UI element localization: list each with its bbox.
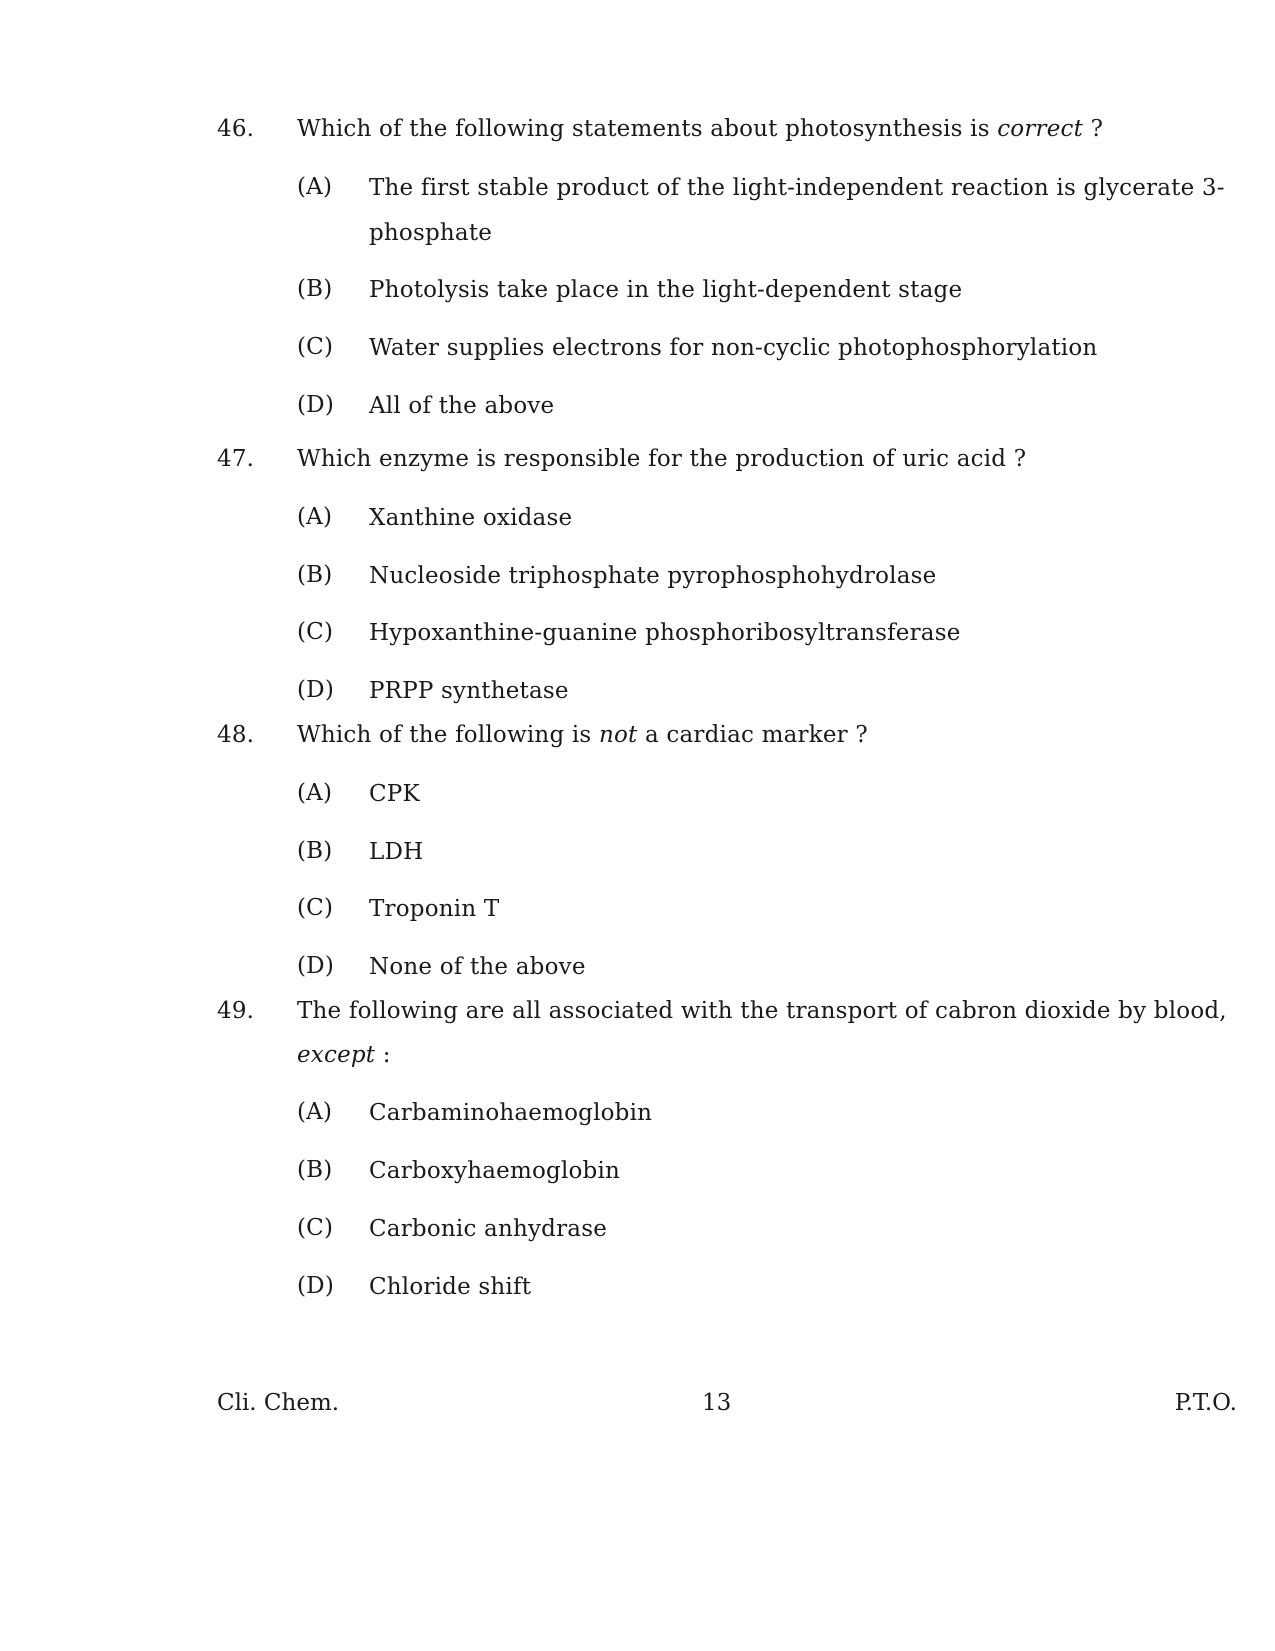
options-list: [297, 166, 1237, 429]
page-number: 13: [702, 1390, 732, 1416]
question-48: [217, 714, 1237, 1003]
option-b: (B) Carboxyhaemoglobin: [297, 1157, 621, 1185]
option-c: (C) Water supplies electrons for non-cyclic photophosphorylation: [297, 334, 1098, 362]
question-stem: Which of the following statements about photosynthesis is correct ?: [297, 116, 1104, 142]
option-b: (B) LDH: [297, 837, 424, 865]
question-number: 49.: [217, 998, 255, 1024]
option-a: (A) The first stable product of the light-independent reaction is glycerate 3-phosphate: [297, 173, 1225, 246]
question-number: 46.: [217, 116, 255, 142]
option-a: (A) Carbaminohaemoglobin: [297, 1099, 653, 1127]
option-c: (C) Carbonic anhydrase: [297, 1215, 608, 1243]
option-a: (A) CPK: [297, 779, 420, 807]
option-d: (D) None of the above: [297, 953, 586, 981]
options-list: [297, 772, 1237, 990]
question-46: [217, 108, 1237, 442]
options-list: [297, 496, 1237, 714]
subject-code: Cli. Chem.: [217, 1390, 340, 1416]
question-49: [217, 990, 1237, 1323]
question-stem: The following are all associated with the transport of cabron dioxide by blood, except :: [297, 998, 1227, 1068]
option-d: (D) All of the above: [297, 392, 555, 420]
option-b: (B) Photolysis take place in the light-dependent stage: [297, 276, 963, 304]
question-stem: Which enzyme is responsible for the production of uric acid ?: [297, 446, 1027, 472]
option-a: (A) Xanthine oxidase: [297, 503, 573, 531]
question-number: 47.: [217, 446, 255, 472]
question-stem: Which of the following is not a cardiac marker ?: [297, 722, 868, 748]
question-47: [217, 438, 1237, 727]
pto-label: P.T.O.: [1174, 1390, 1237, 1416]
option-c: (C) Troponin T: [297, 895, 500, 923]
options-list: [297, 1091, 1237, 1309]
option-d: (D) Chloride shift: [297, 1272, 532, 1300]
question-number: 48.: [217, 722, 255, 748]
option-d: (D) PRPP synthetase: [297, 677, 569, 705]
option-b: (B) Nucleoside triphosphate pyrophosphohydrolase: [297, 561, 937, 589]
option-c: (C) Hypoxanthine-guanine phosphoribosyltransferase: [297, 619, 961, 647]
